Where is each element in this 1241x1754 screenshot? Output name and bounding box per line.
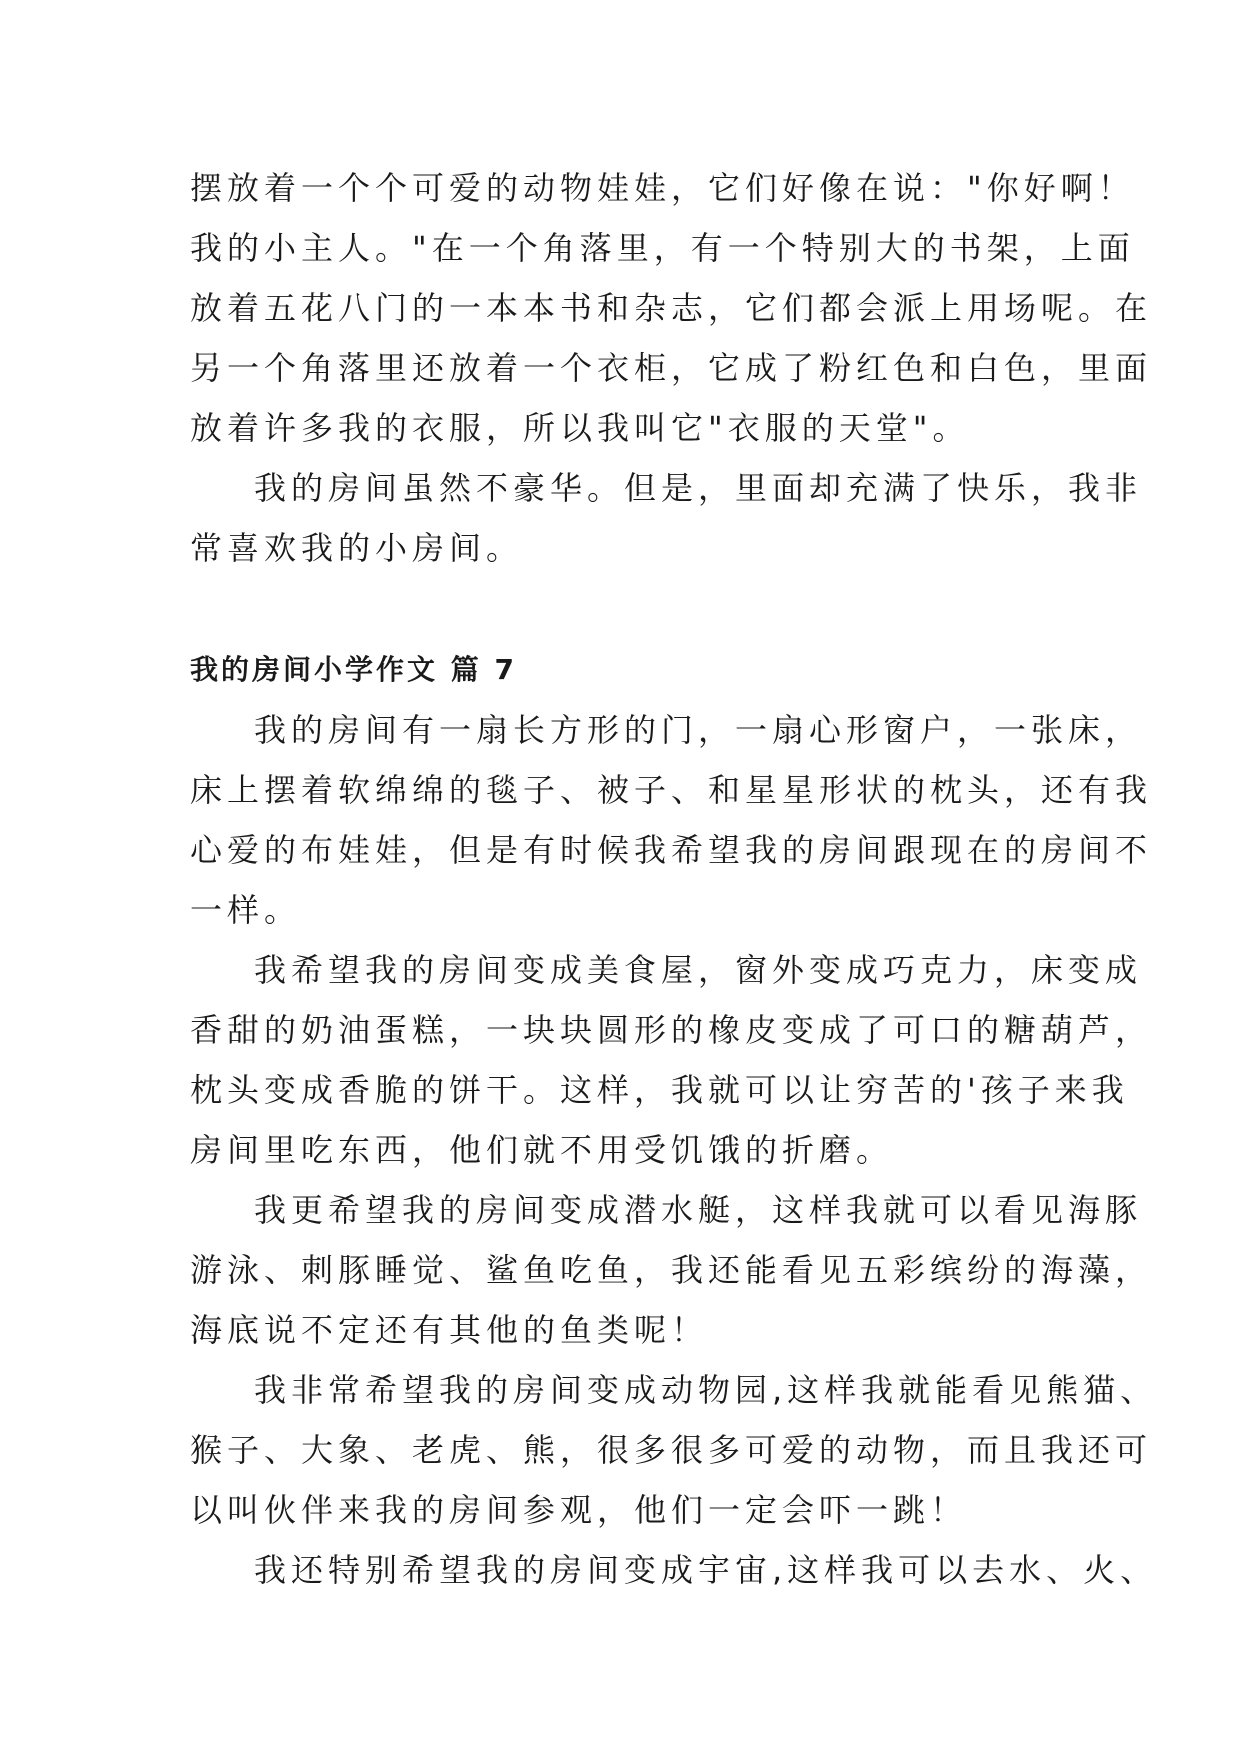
paragraph (190, 458, 1143, 578)
text-line: 我非常希望我的房间变成动物园,这样我就能看见熊猫、 (254, 1371, 1158, 1409)
text-line: 放着五花八门的一本本书和杂志，它们都会派上用场呢。在 (190, 289, 1153, 327)
section-spacer (190, 578, 1070, 640)
text-line: 床上摆着软绵绵的毯子、被子、和星星形状的枕头，还有我 (190, 771, 1153, 809)
paragraph (190, 700, 1153, 940)
text-line: 心爱的布娃娃，但是有时候我希望我的房间跟现在的房间不 (190, 831, 1153, 869)
paragraph (190, 1360, 1158, 1540)
text-line: 我还特别希望我的房间变成宇宙,这样我可以去水、火、 (254, 1551, 1158, 1589)
text-line: 我的房间有一扇长方形的门，一扇心形窗户，一张床， (254, 711, 1143, 749)
text-line: 放着许多我的衣服，所以我叫它"衣服的天堂"。 (190, 409, 970, 447)
paragraph (190, 1180, 1153, 1360)
text-line: 海底说不定还有其他的鱼类呢！ (190, 1311, 709, 1349)
text-line: 一样。 (190, 891, 302, 929)
text-line: 另一个角落里还放着一个衣柜，它成了粉红色和白色，里面 (190, 349, 1153, 387)
text-line: 猴子、大象、老虎、熊，很多很多可爱的动物，而且我还可 (190, 1431, 1153, 1469)
document-body (190, 158, 1158, 1600)
text-line: 我的小主人。"在一个角落里，有一个特别大的书架，上面 (190, 229, 1135, 267)
text-line: 我希望我的房间变成美食屋，窗外变成巧克力，床变成 (254, 951, 1143, 989)
paragraph (190, 940, 1153, 1180)
text-line: 常喜欢我的小房间。 (190, 529, 524, 567)
text-line: 香甜的奶油蛋糕，一块块圆形的橡皮变成了可口的糖葫芦， (190, 1011, 1153, 1049)
text-line: 游泳、刺豚睡觉、鲨鱼吃鱼，我还能看见五彩缤纷的海藻， (190, 1251, 1153, 1289)
text-line: 我的房间虽然不豪华。但是，里面却充满了快乐，我非 (254, 469, 1143, 507)
text-line: 我更希望我的房间变成潜水艇，这样我就可以看见海豚 (254, 1191, 1143, 1229)
text-line: 枕头变成香脆的饼干。这样，我就可以让穷苦的'孩子来我 (190, 1071, 1129, 1109)
section-title: 我的房间小学作文 篇 7 (190, 653, 517, 686)
text-line: 以叫伙伴来我的房间参观，他们一定会吓一跳！ (190, 1491, 968, 1529)
paragraph-continued (190, 158, 1153, 458)
text-line: 摆放着一个个可爱的动物娃娃，它们好像在说："你好啊！ (190, 169, 1135, 207)
paragraph (190, 1540, 1158, 1600)
text-line: 房间里吃东西，他们就不用受饥饿的折磨。 (190, 1131, 894, 1169)
